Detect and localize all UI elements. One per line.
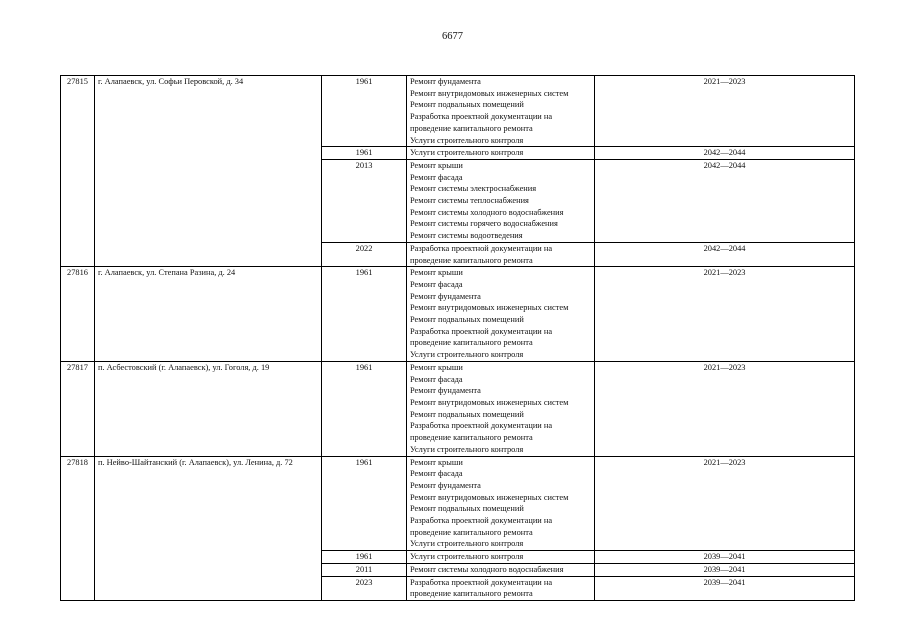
work-item: Разработка проектной документации на xyxy=(410,112,553,122)
work-list xyxy=(407,159,595,242)
work-item: Разработка проектной документации на xyxy=(410,326,553,336)
work-list xyxy=(407,242,595,266)
work-item: Ремонт фундамента xyxy=(410,480,481,490)
object-number: 27816 xyxy=(61,267,95,362)
work-item: Ремонт фасада xyxy=(410,374,463,384)
work-item: Ремонт системы электроснабжения xyxy=(410,184,537,194)
work-list xyxy=(407,147,595,160)
work-item: Ремонт фундамента xyxy=(410,291,481,301)
work-item: Разработка проектной документации на xyxy=(410,516,553,526)
build-year: 2022 xyxy=(322,242,407,266)
repair-period: 2039—2041 xyxy=(595,551,855,564)
object-number: 27817 xyxy=(61,361,95,456)
work-list xyxy=(407,456,595,551)
build-year: 2013 xyxy=(322,159,407,242)
work-item: Ремонт системы теплоснабжения xyxy=(410,196,529,206)
work-item: Ремонт фасада xyxy=(410,279,463,289)
work-item: Ремонт системы водоотведения xyxy=(410,231,523,241)
table-body xyxy=(61,76,855,601)
work-item: Услуги строительного контроля xyxy=(410,148,524,158)
build-year: 1961 xyxy=(322,551,407,564)
work-item: Услуги строительного контроля xyxy=(410,539,524,549)
table-row xyxy=(61,76,855,147)
page-number: 6677 xyxy=(442,31,463,42)
work-item: Услуги строительного контроля xyxy=(410,552,524,562)
work-item: проведение капитального ремонта xyxy=(410,527,533,537)
work-item: Ремонт фундамента xyxy=(410,77,481,86)
build-year: 1961 xyxy=(322,361,407,456)
work-item: Разработка проектной документации на xyxy=(410,577,553,587)
work-item: Разработка проектной документации на xyxy=(410,421,553,431)
work-item: проведение капитального ремонта xyxy=(410,589,533,599)
work-list xyxy=(407,576,595,600)
capital-repair-table xyxy=(60,75,855,601)
object-number: 27818 xyxy=(61,456,95,600)
work-item: Услуги строительного контроля xyxy=(410,444,524,454)
work-item: Ремонт системы холодного водоснабжения xyxy=(410,207,564,217)
repair-period: 2042—2044 xyxy=(595,159,855,242)
object-number: 27815 xyxy=(61,76,95,267)
work-item: проведение капитального ремонта xyxy=(410,255,533,265)
work-item: Ремонт системы холодного водоснабжения xyxy=(410,564,564,574)
object-address: п. Асбестовский (г. Алапаевск), ул. Гоголя, д. 19 xyxy=(95,361,322,456)
repair-period: 2042—2044 xyxy=(595,242,855,266)
work-item: Ремонт внутридомовых инженерных систем xyxy=(410,492,569,502)
repair-period: 2039—2041 xyxy=(595,563,855,576)
build-year: 1961 xyxy=(322,76,407,147)
work-list xyxy=(407,563,595,576)
repair-period: 2021—2023 xyxy=(595,76,855,147)
object-address: п. Нейво-Шайтанский (г. Алапаевск), ул. Ленина, д. 72 xyxy=(95,456,322,600)
work-list xyxy=(407,76,595,147)
work-item: Ремонт крыши xyxy=(410,160,463,170)
work-item: Ремонт подвальных помещений xyxy=(410,504,524,514)
work-list xyxy=(407,361,595,456)
work-item: Разработка проектной документации на xyxy=(410,243,553,253)
repair-period: 2021—2023 xyxy=(595,267,855,362)
build-year: 2011 xyxy=(322,563,407,576)
build-year: 2023 xyxy=(322,576,407,600)
work-item: Ремонт подвальных помещений xyxy=(410,100,524,110)
work-item: Услуги строительного контроля xyxy=(410,350,524,360)
work-list xyxy=(407,267,595,362)
work-item: Ремонт крыши xyxy=(410,457,463,467)
repair-period: 2042—2044 xyxy=(595,147,855,160)
work-item: Ремонт крыши xyxy=(410,268,463,278)
work-item: проведение капитального ремонта xyxy=(410,338,533,348)
build-year: 1961 xyxy=(322,456,407,551)
build-year: 1961 xyxy=(322,147,407,160)
work-item: Ремонт фасада xyxy=(410,172,463,182)
table-row xyxy=(61,267,855,362)
work-item: проведение капитального ремонта xyxy=(410,123,533,133)
work-item: Ремонт внутридомовых инженерных систем xyxy=(410,88,569,98)
repair-period: 2039—2041 xyxy=(595,576,855,600)
object-address: г. Алапаевск, ул. Софьи Перовской, д. 34 xyxy=(95,76,322,267)
work-list xyxy=(407,551,595,564)
work-item: Ремонт внутридомовых инженерных систем xyxy=(410,397,569,407)
work-item: Ремонт внутридомовых инженерных систем xyxy=(410,303,569,313)
build-year: 1961 xyxy=(322,267,407,362)
work-item: Ремонт крыши xyxy=(410,362,463,372)
table-row xyxy=(61,361,855,456)
work-item: Ремонт подвальных помещений xyxy=(410,409,524,419)
work-item: Ремонт фасада xyxy=(410,469,463,479)
work-item: Ремонт системы горячего водоснабжения xyxy=(410,219,558,229)
repair-period: 2021—2023 xyxy=(595,361,855,456)
work-item: Ремонт фундамента xyxy=(410,386,481,396)
object-address: г. Алапаевск, ул. Степана Разина, д. 24 xyxy=(95,267,322,362)
work-item: Ремонт подвальных помещений xyxy=(410,315,524,325)
work-item: проведение капитального ремонта xyxy=(410,433,533,443)
work-item: Услуги строительного контроля xyxy=(410,135,524,145)
table-row xyxy=(61,456,855,551)
repair-period: 2021—2023 xyxy=(595,456,855,551)
